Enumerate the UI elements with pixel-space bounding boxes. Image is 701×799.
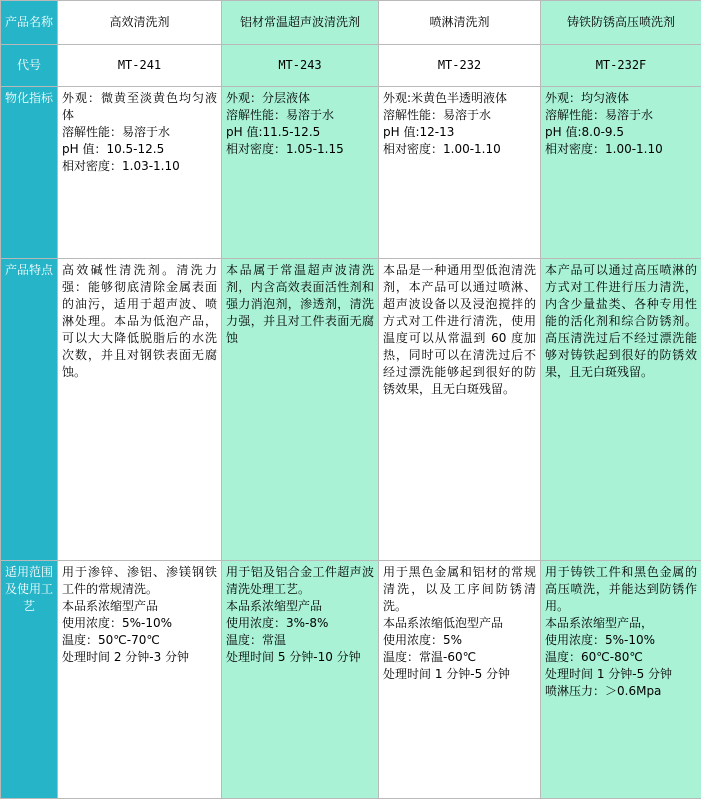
features-cell <box>222 259 379 561</box>
product-code: MT-243 <box>222 45 379 87</box>
features-text: 高效碱性清洗剂。清洗力强：能够彻底清除金属表面的油污，适用于超声波、喷淋处理。本品为低泡产品，可以大大降低脱脂后的水洗次数，并且对钢铁表面无腐蚀。 <box>62 262 217 381</box>
product-code: MT-241 <box>58 45 222 87</box>
features-cell <box>58 259 222 561</box>
product-code: MT-232F <box>541 45 701 87</box>
property-line: pH 值：10.5-12.5 <box>62 141 217 158</box>
property-line: 溶解性能：易溶于水 <box>62 124 217 141</box>
application-line: 处理时间 1 分钟-5 分钟 <box>383 666 536 683</box>
row-label-name: 产品名称 <box>1 1 58 45</box>
property-line: 外观：微黄至淡黄色均匀液体 <box>62 90 217 124</box>
features-text: 本品属于常温超声波清洗剂，内含高效表面活性剂和强力消泡剂，渗透剂，清洗力强，并且对工件表面无腐蚀 <box>226 262 374 347</box>
properties-cell <box>222 87 379 259</box>
row-label-features: 产品特点 <box>1 259 58 561</box>
application-line: 用于铝及铝合金工件超声波清洗处理工艺。 <box>226 564 374 598</box>
property-line: 相对密度：1.00-1.10 <box>545 141 697 158</box>
property-line: 相对密度：1.00-1.10 <box>383 141 536 158</box>
application-line: 本品系浓缩型产品 <box>62 598 217 615</box>
application-cell <box>58 561 222 799</box>
application-line: 温度：50℃-70℃ <box>62 632 217 649</box>
product-code: MT-232 <box>379 45 541 87</box>
product-name: 高效清洗剂 <box>58 1 222 45</box>
application-line: 温度：60℃-80℃ <box>545 649 697 666</box>
application-line: 使用浓度：5% <box>383 632 536 649</box>
row-label-code: 代号 <box>1 45 58 87</box>
product-code-row <box>1 45 701 87</box>
application-row <box>1 561 701 799</box>
application-line: 本品系浓缩低泡型产品 <box>383 615 536 632</box>
property-line: 溶解性能：易溶于水 <box>226 107 374 124</box>
application-line: 本品系浓缩型产品 <box>226 598 374 615</box>
application-cell <box>222 561 379 799</box>
application-cell <box>541 561 701 799</box>
properties-cell <box>58 87 222 259</box>
application-line: 用于渗锌、渗铝、渗镁钢铁工件的常规清洗。 <box>62 564 217 598</box>
product-name-row <box>1 1 701 45</box>
features-cell <box>379 259 541 561</box>
properties-cell <box>541 87 701 259</box>
row-label-properties: 物化指标 <box>1 87 58 259</box>
property-line: 相对密度：1.03-1.10 <box>62 158 217 175</box>
application-line: 使用浓度：5%-10% <box>545 632 697 649</box>
properties-row <box>1 87 701 259</box>
property-line: 相对密度：1.05-1.15 <box>226 141 374 158</box>
features-text: 本产品可以通过高压喷淋的方式对工件进行压力清洗，内含少量盐类、各种专用性能的活化剂和综合防锈剂。高压清洗过后不经过漂洗能够对铸铁起到很好的防锈效果，且无白斑残留。 <box>545 262 697 381</box>
property-line: 外观：分层液体 <box>226 90 374 107</box>
property-line: 溶解性能：易溶于水 <box>383 107 536 124</box>
product-name: 铝材常温超声波清洗剂 <box>222 1 379 45</box>
property-line: pH 值:11.5-12.5 <box>226 124 374 141</box>
features-text: 本品是一种通用型低泡清洗剂，本产品可以通过喷淋、超声波设备以及浸泡搅拌的方式对工件进行清洗，使用温度可以从常温到 60 度加热，同时可以在清洗过后不经过漂洗能够起到很好的防锈效果，且无白斑残留。 <box>383 262 536 398</box>
row-label-application: 适用范围及使用工艺 <box>1 561 58 799</box>
application-line: 处理时间 1 分钟-5 分钟 <box>545 666 697 683</box>
product-name: 铸铁防锈高压喷洗剂 <box>541 1 701 45</box>
application-line: 喷淋压力：＞0.6Mpa <box>545 683 697 700</box>
application-line: 处理时间 2 分钟-3 分钟 <box>62 649 217 666</box>
application-line: 本品系浓缩型产品， <box>545 615 697 632</box>
application-line: 使用浓度：5%-10% <box>62 615 217 632</box>
application-line: 用于铸铁工件和黑色金属的高压喷洗，并能达到防锈作用。 <box>545 564 697 615</box>
application-cell <box>379 561 541 799</box>
features-row <box>1 259 701 561</box>
application-line: 使用浓度：3%-8% <box>226 615 374 632</box>
application-line: 温度：常温 <box>226 632 374 649</box>
property-line: 外观：均匀液体 <box>545 90 697 107</box>
features-cell <box>541 259 701 561</box>
property-line: 溶解性能：易溶于水 <box>545 107 697 124</box>
application-line: 用于黑色金属和铝材的常规清洗，以及工序间防锈清洗。 <box>383 564 536 615</box>
property-line: pH 值:8.0-9.5 <box>545 124 697 141</box>
properties-cell <box>379 87 541 259</box>
property-line: pH 值:12-13 <box>383 124 536 141</box>
application-line: 处理时间 5 分钟-10 分钟 <box>226 649 374 666</box>
property-line: 外观:米黄色半透明液体 <box>383 90 536 107</box>
product-name: 喷淋清洗剂 <box>379 1 541 45</box>
application-line: 温度：常温-60℃ <box>383 649 536 666</box>
